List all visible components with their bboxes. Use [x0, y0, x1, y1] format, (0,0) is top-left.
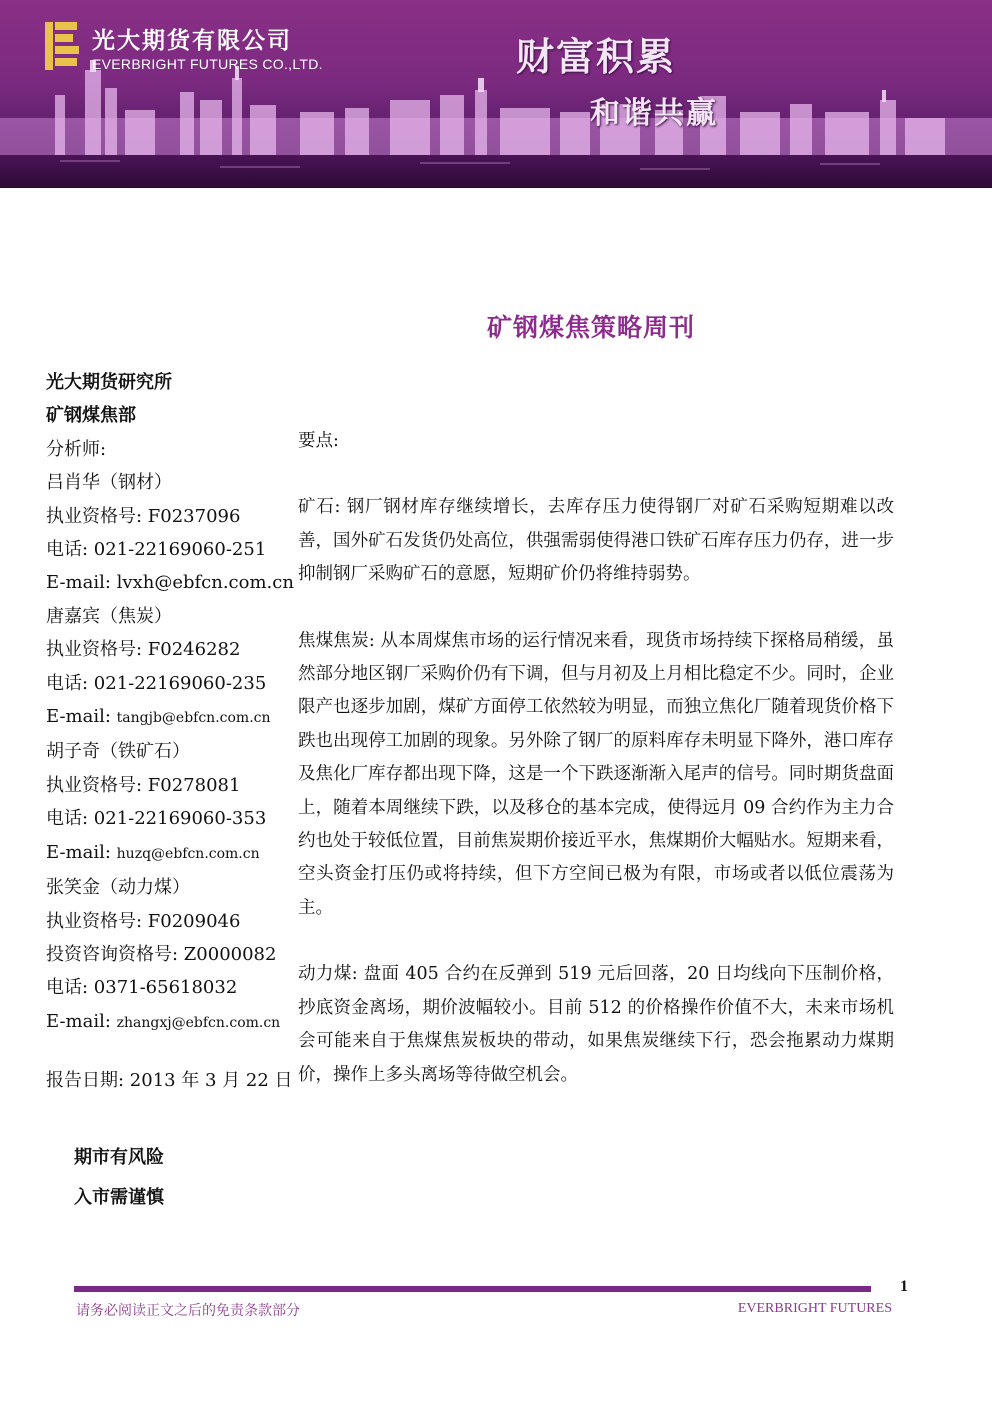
- company-name-cn: 光大期货有限公司: [92, 28, 292, 54]
- analyst-label: 分析师:: [46, 438, 107, 460]
- email-label: E-mail:: [46, 841, 117, 863]
- license-number: 执业资格号: F0209046: [46, 910, 241, 932]
- slogan-line-1: 财富积累: [516, 35, 677, 79]
- risk-warning-line-1: 期市有风险: [74, 1147, 164, 1168]
- analyst-name: 吕肖华（钢材）: [46, 472, 172, 494]
- email-label: E-mail:: [46, 706, 117, 728]
- email-address[interactable]: tangjb@ebfcn.com.cn: [116, 710, 271, 727]
- analyst-sidebar: [46, 366, 296, 1040]
- phone-number: 电话: 021-22169060-251: [46, 539, 267, 561]
- document-title: 矿钢煤焦策略周刊: [486, 313, 695, 342]
- page-number: 1: [900, 1278, 908, 1295]
- email-link[interactable]: [46, 1005, 296, 1040]
- risk-warning: [74, 1138, 164, 1218]
- company-name-en: EVERBRIGHT FUTURES CO.,LTD.: [92, 56, 323, 72]
- phone-number: 电话: 0371-65618032: [46, 977, 238, 999]
- key-points-heading: 要点:: [298, 431, 339, 451]
- header-banner: [0, 0, 992, 188]
- company-logo-icon: [45, 22, 79, 70]
- email-link[interactable]: E-mail: lvxh@ebfcn.com.cn: [46, 572, 294, 594]
- email-address[interactable]: zhangxj@ebfcn.com.cn: [116, 1014, 281, 1031]
- analyst-name: 张笑金（动力煤）: [46, 877, 190, 899]
- slogan-line-2: 和谐共赢: [590, 96, 718, 131]
- license-number: 执业资格号: F0237096: [46, 505, 241, 527]
- report-date: 报告日期: 2013 年 3 月 22 日: [46, 1070, 293, 1091]
- email-label: E-mail:: [46, 1010, 117, 1032]
- email-address[interactable]: huzq@ebfcn.com.cn: [116, 845, 260, 862]
- institute-name: 光大期货研究所: [46, 372, 172, 393]
- risk-warning-line-2: 入市需谨慎: [74, 1187, 164, 1208]
- footer-divider: [74, 1286, 871, 1292]
- thermal-coal-paragraph: 动力煤: 盘面 405 合约在反弹到 519 元后回落，20 日均线向下压制价格，抄底资金离场，期价波幅较小。目前 512 的价格操作价值不大，未来市场机会可能来自于焦煤焦炭板块的带动，如果焦炭继续下行，恐会拖累动力煤期价，操作上多头离场等待做空机会。: [298, 964, 894, 1085]
- department-name: 矿钢煤焦部: [46, 405, 136, 427]
- analyst-name: 胡子奇（铁矿石）: [46, 741, 190, 763]
- consulting-license-number: 投资咨询资格号: Z0000082: [46, 943, 277, 965]
- analyst-name: 唐嘉宾（焦炭）: [46, 605, 172, 627]
- disclaimer-note: 请务必阅读正文之后的免责条款部分: [76, 1303, 300, 1319]
- coking-coal-paragraph: 焦煤焦炭: 从本周煤焦市场的运行情况来看，现货市场持续下探格局稍缓，虽然部分地区钢厂采购价仍有下调，但与月初及上月相比稳定不少。同时，企业限产也逐步加剧，煤矿方面停工依然较为明显，而独立焦化厂随着现货价格下跌也出现停工加剧的现象。另外除了钢厂的原料库存未明显下降外，港口库存及焦化厂库存都出现下降，这是一个下跌逐渐渐入尾声的信号。同时期货盘面上，随着本周继续下跌，以及移仓的基本完成，使得远月 09 合约作为主力合约也处于较低位置，目前焦炭期价接近平水，焦煤期价大幅贴水。短期来看，空头资金打压仍或将持续，但下方空间已极为有限，市场或者以低位震荡为主。: [298, 630, 894, 918]
- phone-number: 电话: 021-22169060-235: [46, 672, 267, 694]
- footer-brand: EVERBRIGHT FUTURES: [737, 1301, 892, 1316]
- license-number: 执业资格号: F0278081: [46, 774, 241, 796]
- email-link[interactable]: [46, 700, 296, 735]
- email-link[interactable]: [46, 836, 296, 871]
- license-number: 执业资格号: F0246282: [46, 639, 241, 661]
- iron-ore-paragraph: 矿石: 钢厂钢材库存继续增长，去库存压力使得钢厂对矿石采购短期难以改善，国外矿石发货仍处高位，供强需弱使得港口铁矿石库存压力仍存，进一步抑制钢厂采购矿石的意愿，短期矿价仍将维持弱势。: [298, 497, 894, 585]
- key-points-section: [298, 425, 894, 1092]
- phone-number: 电话: 021-22169060-353: [46, 808, 267, 830]
